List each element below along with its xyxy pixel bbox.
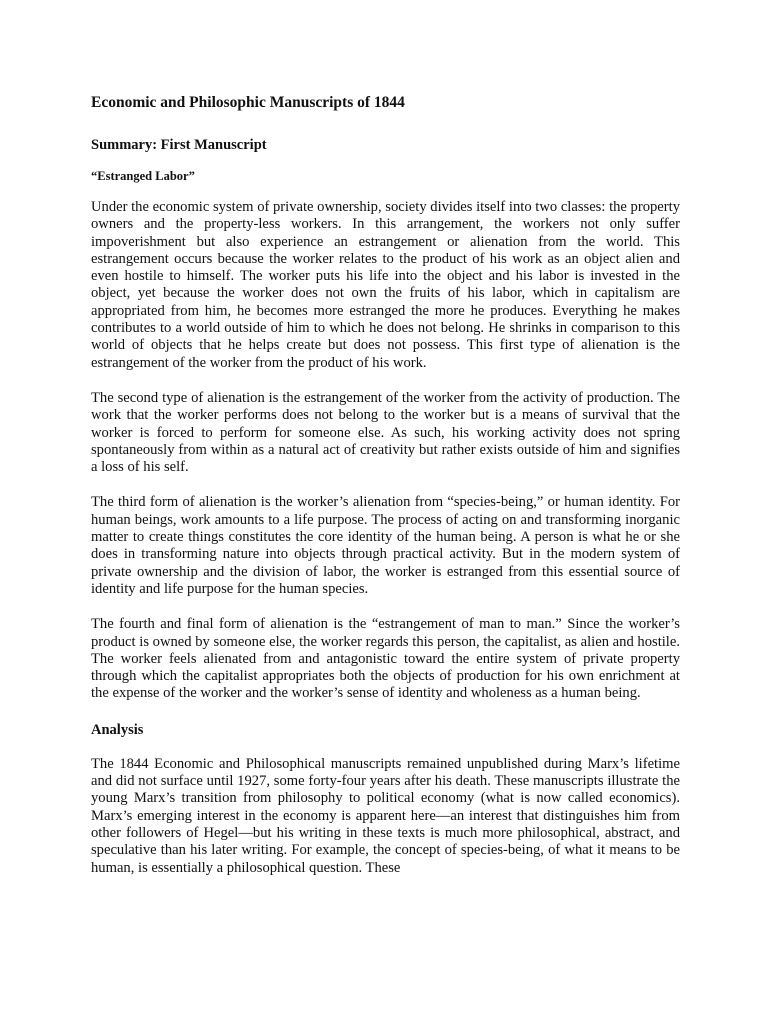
analysis-heading: Analysis [91,721,144,738]
analysis-paragraph: The 1844 Economic and Philosophical manuscripts remained unpublished during Marx’s lifetime and did not surface until 1927, some forty-four years after his death. These manuscripts illustrate the young Marx’s transition from philosophy to political economy (what is now called economics). Marx’s emerging interest in the economy is apparent here—an interest that distinguishes him from other followers of Hegel—but his writing in these texts is much more philosophical, abstract, and speculative than his later writing. For example, the concept of species-being, of what it means to be human, is essentially a philosophical question. These [91,755,680,876]
document-title: Economic and Philosophic Manuscripts of 1844 [91,94,405,111]
summary-paragraph-2: The second type of alienation is the estrangement of the worker from the activity of production. The work that the worker performs does not belong to the worker but is a means of survival that the worker is forced to perform for someone else. As such, his working activity does not spring spontaneously from within as a natural act of creativity but rather exists outside of him and signifies a loss of his self. [91,389,680,476]
section-label: “Estranged Labor” [91,169,195,183]
summary-paragraph-4: The fourth and final form of alienation is the “estrangement of man to man.” Since the worker’s product is owned by someone else, the worker regards this person, the capitalist, as alien and hostile. The worker feels alienated from and antagonistic toward the entire system of private property through which the capitalist appropriates both the objects of production for his own enrichment at the expense of the worker and the worker’s sense of identity and wholeness as a human being. [91,616,680,702]
summary-paragraph-1: Under the economic system of private ownership, society divides itself into two classes: the property owners and the property-less workers. In this arrangement, the workers not only suffer impoverishment but also experience an estrangement or alienation from the world. This estrangement occurs because the worker relates to the product of his work as an object alien and even hostile to himself. The worker puts his life into the object and his labor is invested in the object, yet because the worker does not own the fruits of his labor, which in capitalism are appropriated from him, he becomes more estranged the more he produces. Everything he makes contributes to a world outside of him to which he does not belong. He shrinks in comparison to this world of objects that he helps create but does not possess. This first type of alienation is the estrangement of the worker from the product of his work. [91,199,680,371]
summary-paragraph-3: The third form of alienation is the worker’s alienation from “species-being,” or human identity. For human beings, work amounts to a life purpose. The process of acting on and transforming inorganic matter to create things constitutes the core identity of the human being. A person is what he or she does in transforming nature into objects through practical activity. But in the modern system of private ownership and the division of labor, the worker is estranged from this essential source of identity and life purpose for the human species. [91,494,680,597]
document-subtitle: Summary: First Manuscript [91,137,267,153]
